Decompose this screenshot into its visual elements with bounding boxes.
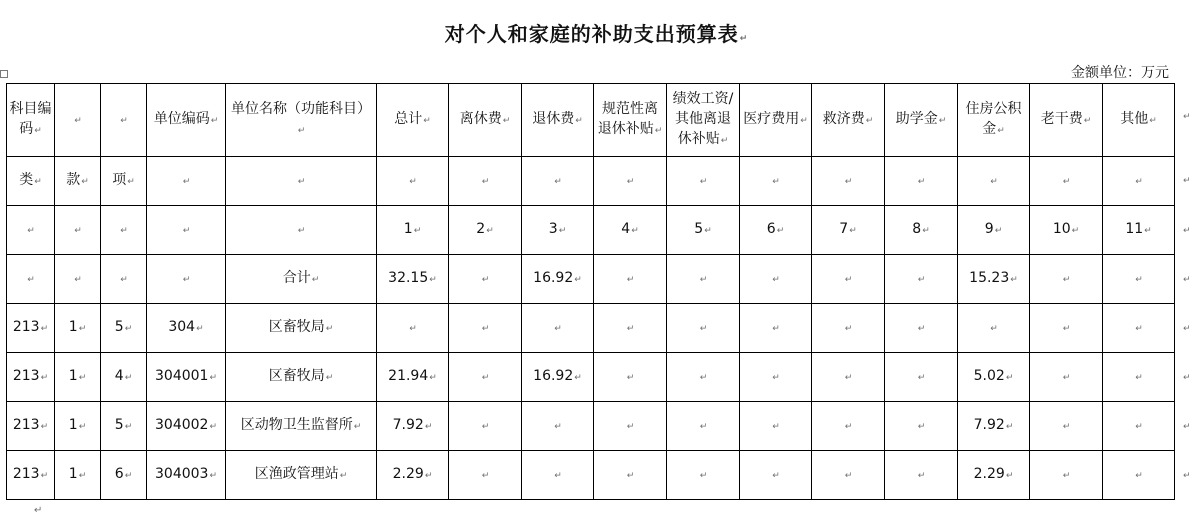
table-row <box>7 353 1175 402</box>
table-cell <box>1103 255 1175 304</box>
table-cell: 304003↵ <box>147 451 226 500</box>
paragraph-mark-icon: ↵ <box>27 226 35 236</box>
paragraph-mark-icon: ↵ <box>481 422 490 432</box>
table-cell <box>667 402 740 451</box>
header-row <box>7 84 1175 157</box>
table-cell: 16.92↵ <box>522 353 594 402</box>
header-row-cell: 助学金↵ <box>885 84 958 157</box>
sub-header-row-cell <box>667 157 740 206</box>
table-cell: 5↵ <box>101 402 147 451</box>
paragraph-mark-icon: ↵ <box>297 126 306 136</box>
paragraph-mark-icon: ↵ <box>182 177 191 187</box>
table-cell <box>1030 353 1103 402</box>
table-cell: 7.92↵ <box>377 402 449 451</box>
table-cell <box>7 255 55 304</box>
paragraph-mark-icon: ↵ <box>776 226 785 236</box>
paragraph-mark-icon: ↵ <box>917 373 926 383</box>
table-cell: 区渔政管理站↵ <box>226 451 377 500</box>
table-cell <box>885 353 958 402</box>
header-row-cell: 离休费↵ <box>449 84 522 157</box>
paragraph-mark-icon: ↵ <box>917 324 926 334</box>
paragraph-mark-icon: ↵ <box>182 275 191 285</box>
table-cell <box>522 304 594 353</box>
table-cell <box>1030 304 1103 353</box>
table-cell <box>522 451 594 500</box>
table-cell <box>667 353 740 402</box>
paragraph-mark-icon: ↵ <box>209 422 217 432</box>
paragraph-mark-icon: ↵ <box>481 324 490 334</box>
paragraph-mark-icon: ↵ <box>325 324 334 334</box>
header-row-cell: 绩效工资/其他离退休补贴↵ <box>667 84 740 157</box>
sub-header-row-cell: 类↵ <box>7 157 55 206</box>
paragraph-mark-icon: ↵ <box>1062 275 1071 285</box>
table-cell <box>594 304 667 353</box>
paragraph-mark-icon: ↵ <box>481 373 490 383</box>
table-row <box>7 304 1175 353</box>
paragraph-mark-icon: ↵ <box>1083 116 1092 126</box>
table-cell: 304002↵ <box>147 402 226 451</box>
paragraph-mark-icon: ↵ <box>844 275 853 285</box>
table-cell: 1↵ <box>55 402 101 451</box>
paragraph-mark-icon: ↵ <box>1062 373 1071 383</box>
paragraph-mark-icon: ↵ <box>626 373 635 383</box>
paragraph-mark-icon: ↵ <box>124 471 133 481</box>
table-cell <box>812 255 885 304</box>
paragraph-mark-icon: ↵ <box>209 471 217 481</box>
paragraph-mark-icon: ↵ <box>210 116 219 126</box>
table-cell <box>740 451 812 500</box>
paragraph-mark-icon: ↵ <box>990 324 998 334</box>
column-index-row-cell: 6↵ <box>740 206 812 255</box>
row-end-mark-icon: ↵ <box>1183 373 1191 383</box>
paragraph-mark-icon: ↵ <box>1135 422 1143 432</box>
paragraph-mark-icon: ↵ <box>1062 471 1071 481</box>
table-cell: 213↵ <box>7 451 55 500</box>
table-cell: 4↵ <box>101 353 147 402</box>
table-cell: 1↵ <box>55 451 101 500</box>
header-row-cell <box>101 84 147 157</box>
row-end-mark-icon: ↵ <box>1183 176 1191 186</box>
paragraph-mark-icon: ↵ <box>574 373 582 383</box>
paragraph-mark-icon: ↵ <box>124 324 133 334</box>
paragraph-mark-icon: ↵ <box>409 324 417 334</box>
table-cell <box>740 255 812 304</box>
table-body <box>7 84 1175 500</box>
table-cell <box>885 304 958 353</box>
paragraph-mark-icon: ↵ <box>990 177 998 187</box>
table-cell <box>1103 402 1175 451</box>
paragraph-mark-icon: ↵ <box>917 422 926 432</box>
table-cell: 2.29↵ <box>377 451 449 500</box>
paragraph-mark-icon: ↵ <box>626 471 635 481</box>
paragraph-mark-icon: ↵ <box>626 422 635 432</box>
paragraph-mark-icon: ↵ <box>574 275 582 285</box>
header-row-cell: 医疗费用↵ <box>740 84 812 157</box>
sub-header-row-cell: 项↵ <box>101 157 147 206</box>
table-cell <box>1030 255 1103 304</box>
paragraph-mark-icon: ↵ <box>704 226 712 236</box>
table-cell: 15.23↵ <box>958 255 1030 304</box>
paragraph-mark-icon: ↵ <box>772 177 780 187</box>
table-cell <box>812 451 885 500</box>
column-index-row-cell: 11↵ <box>1103 206 1175 255</box>
table-cell: 213↵ <box>7 304 55 353</box>
sub-header-row-cell <box>147 157 226 206</box>
table-cell: 1↵ <box>55 353 101 402</box>
paragraph-mark-icon: ↵ <box>654 126 663 136</box>
paragraph-mark-icon: ↵ <box>699 422 708 432</box>
paragraph-mark-icon: ↵ <box>74 226 82 236</box>
table-cell <box>812 304 885 353</box>
table-cell: 合计↵ <box>226 255 377 304</box>
table-anchor-icon[interactable] <box>0 70 8 78</box>
header-row-cell: 科目编码↵ <box>7 84 55 157</box>
sub-header-row-cell <box>812 157 885 206</box>
header-row-cell: 救济费↵ <box>812 84 885 157</box>
paragraph-mark-icon: ↵ <box>844 422 853 432</box>
sub-header-row-cell <box>226 157 377 206</box>
paragraph-mark-icon: ↵ <box>297 226 306 236</box>
row-end-mark-icon: ↵ <box>1183 112 1191 122</box>
column-index-row-cell <box>226 206 377 255</box>
row-end-mark-icon: ↵ <box>1183 275 1191 285</box>
table-cell <box>101 255 147 304</box>
header-row-cell: 老干费↵ <box>1030 84 1103 157</box>
sub-header-row-cell <box>1030 157 1103 206</box>
paragraph-mark-icon: ↵ <box>120 116 128 126</box>
header-row-cell: 总计↵ <box>377 84 449 157</box>
row-end-mark-icon: ↵ <box>1183 324 1191 334</box>
paragraph-mark-icon: ↵ <box>554 471 562 481</box>
table-cell <box>55 255 101 304</box>
paragraph-mark-icon: ↵ <box>631 226 639 236</box>
table-cell <box>594 255 667 304</box>
table-cell: 16.92↵ <box>522 255 594 304</box>
paragraph-mark-icon: ↵ <box>40 471 49 481</box>
row-end-mark-icon: ↵ <box>1183 471 1191 481</box>
column-index-row-cell: 3↵ <box>522 206 594 255</box>
paragraph-mark-icon: ↵ <box>409 177 417 187</box>
paragraph-mark-icon: ↵ <box>575 116 583 126</box>
table-cell <box>740 353 812 402</box>
paragraph-mark-icon: ↵ <box>40 324 49 334</box>
table-cell <box>740 402 812 451</box>
paragraph-mark-icon: ↵ <box>772 275 780 285</box>
paragraph-mark-icon: ↵ <box>182 226 191 236</box>
paragraph-mark-icon: ↵ <box>486 226 494 236</box>
table-cell: 32.15↵ <box>377 255 449 304</box>
table-cell <box>667 255 740 304</box>
table-cell <box>1103 304 1175 353</box>
table-cell: 213↵ <box>7 402 55 451</box>
table-cell <box>449 304 522 353</box>
paragraph-mark-icon: ↵ <box>78 422 87 432</box>
paragraph-mark-icon: ↵ <box>1062 324 1071 334</box>
paragraph-mark-icon: ↵ <box>626 275 635 285</box>
paragraph-mark-icon: ↵ <box>1062 422 1071 432</box>
paragraph-mark-icon: ↵ <box>424 471 433 481</box>
table-cell: 区动物卫生监督所↵ <box>226 402 377 451</box>
column-index-row-cell: 2↵ <box>449 206 522 255</box>
table-cell: 2.29↵ <box>958 451 1030 500</box>
table-cell: 1↵ <box>55 304 101 353</box>
paragraph-mark-icon: ↵ <box>865 116 874 126</box>
table-cell <box>1103 451 1175 500</box>
paragraph-mark-icon: ↵ <box>413 226 422 236</box>
table-cell: 6↵ <box>101 451 147 500</box>
column-index-row-cell: 7↵ <box>812 206 885 255</box>
paragraph-mark-icon: ↵ <box>626 177 635 187</box>
paragraph-mark-icon: ↵ <box>917 177 926 187</box>
paragraph-mark-icon: ↵ <box>1135 275 1143 285</box>
paragraph-mark-icon: ↵ <box>739 34 749 44</box>
sub-header-row-cell <box>522 157 594 206</box>
paragraph-mark-icon: ↵ <box>699 324 708 334</box>
paragraph-mark-icon: ↵ <box>699 177 708 187</box>
paragraph-mark-icon: ↵ <box>27 275 35 285</box>
paragraph-mark-icon: ↵ <box>40 373 49 383</box>
end-paragraph-mark-icon: ↵ <box>34 505 43 516</box>
header-row-cell: 单位编码↵ <box>147 84 226 157</box>
table-cell <box>740 304 812 353</box>
table-cell <box>594 402 667 451</box>
table-cell <box>449 451 522 500</box>
paragraph-mark-icon: ↵ <box>554 177 562 187</box>
table-cell: 213↵ <box>7 353 55 402</box>
table-cell: 5↵ <box>101 304 147 353</box>
row-end-mark-icon: ↵ <box>1183 226 1191 236</box>
paragraph-mark-icon: ↵ <box>699 373 708 383</box>
paragraph-mark-icon: ↵ <box>554 324 562 334</box>
paragraph-mark-icon: ↵ <box>124 373 133 383</box>
paragraph-mark-icon: ↵ <box>429 373 437 383</box>
paragraph-mark-icon: ↵ <box>1135 373 1143 383</box>
table-cell <box>667 451 740 500</box>
table-cell <box>885 402 958 451</box>
paragraph-mark-icon: ↵ <box>120 275 128 285</box>
paragraph-mark-icon: ↵ <box>1149 116 1157 126</box>
column-index-row-cell: 4↵ <box>594 206 667 255</box>
sub-header-row-cell <box>449 157 522 206</box>
page-title: 对个人和家庭的补助支出预算表↵ <box>444 22 749 46</box>
table-cell: 7.92↵ <box>958 402 1030 451</box>
table-cell <box>147 255 226 304</box>
paragraph-mark-icon: ↵ <box>772 324 780 334</box>
sub-header-row-cell <box>885 157 958 206</box>
paragraph-mark-icon: ↵ <box>1005 471 1014 481</box>
paragraph-mark-icon: ↵ <box>997 126 1005 136</box>
table-cell <box>812 353 885 402</box>
column-index-row-cell: 8↵ <box>885 206 958 255</box>
column-index-row-cell <box>55 206 101 255</box>
table-cell <box>885 255 958 304</box>
paragraph-mark-icon: ↵ <box>353 422 362 432</box>
paragraph-mark-icon: ↵ <box>481 275 490 285</box>
paragraph-mark-icon: ↵ <box>424 422 433 432</box>
paragraph-mark-icon: ↵ <box>844 373 853 383</box>
header-row-cell: 退休费↵ <box>522 84 594 157</box>
table-row <box>7 255 1175 304</box>
paragraph-mark-icon: ↵ <box>34 177 42 187</box>
column-index-row-cell <box>101 206 147 255</box>
paragraph-mark-icon: ↵ <box>1071 226 1080 236</box>
paragraph-mark-icon: ↵ <box>423 116 431 126</box>
paragraph-mark-icon: ↵ <box>917 275 926 285</box>
paragraph-mark-icon: ↵ <box>558 226 567 236</box>
column-index-row-cell: 5↵ <box>667 206 740 255</box>
paragraph-mark-icon: ↵ <box>917 471 926 481</box>
paragraph-mark-icon: ↵ <box>1062 177 1071 187</box>
paragraph-mark-icon: ↵ <box>124 422 133 432</box>
table-cell <box>812 402 885 451</box>
column-index-row-cell: 1↵ <box>377 206 449 255</box>
table-cell: 5.02↵ <box>958 353 1030 402</box>
paragraph-mark-icon: ↵ <box>844 177 853 187</box>
paragraph-mark-icon: ↵ <box>209 373 217 383</box>
paragraph-mark-icon: ↵ <box>994 226 1003 236</box>
paragraph-mark-icon: ↵ <box>720 136 729 146</box>
paragraph-mark-icon: ↵ <box>74 116 82 126</box>
paragraph-mark-icon: ↵ <box>772 373 780 383</box>
paragraph-mark-icon: ↵ <box>127 177 135 187</box>
paragraph-mark-icon: ↵ <box>297 177 306 187</box>
sub-header-row-cell <box>740 157 812 206</box>
paragraph-mark-icon: ↵ <box>1135 324 1143 334</box>
paragraph-mark-icon: ↵ <box>311 275 320 285</box>
paragraph-mark-icon: ↵ <box>772 422 780 432</box>
paragraph-mark-icon: ↵ <box>429 275 437 285</box>
table-cell: 区畜牧局↵ <box>226 353 377 402</box>
paragraph-mark-icon: ↵ <box>699 471 708 481</box>
column-index-row-cell: 9↵ <box>958 206 1030 255</box>
paragraph-mark-icon: ↵ <box>120 226 128 236</box>
column-index-row-cell: 10↵ <box>1030 206 1103 255</box>
paragraph-mark-icon: ↵ <box>34 126 42 136</box>
paragraph-mark-icon: ↵ <box>772 471 780 481</box>
table-cell <box>377 304 449 353</box>
paragraph-mark-icon: ↵ <box>1005 373 1014 383</box>
table-cell <box>1030 402 1103 451</box>
sub-header-row-cell <box>958 157 1030 206</box>
table-cell <box>885 451 958 500</box>
column-index-row-cell <box>7 206 55 255</box>
header-row-cell: 住房公积金↵ <box>958 84 1030 157</box>
table-cell <box>1030 451 1103 500</box>
table-cell <box>958 304 1030 353</box>
header-row-cell: 单位名称（功能科目）↵ <box>226 84 377 157</box>
paragraph-mark-icon: ↵ <box>481 471 490 481</box>
sub-header-row-cell <box>1103 157 1175 206</box>
paragraph-mark-icon: ↵ <box>699 275 708 285</box>
table-row <box>7 451 1175 500</box>
paragraph-mark-icon: ↵ <box>339 471 348 481</box>
paragraph-mark-icon: ↵ <box>1010 275 1018 285</box>
paragraph-mark-icon: ↵ <box>554 422 562 432</box>
paragraph-mark-icon: ↵ <box>922 226 930 236</box>
sub-header-row-cell <box>594 157 667 206</box>
column-index-row-cell <box>147 206 226 255</box>
table-cell <box>449 402 522 451</box>
paragraph-mark-icon: ↵ <box>1135 471 1143 481</box>
budget-table <box>6 83 1175 500</box>
paragraph-mark-icon: ↵ <box>81 177 89 187</box>
table-cell <box>449 353 522 402</box>
paragraph-mark-icon: ↵ <box>849 226 857 236</box>
paragraph-mark-icon: ↵ <box>502 116 511 126</box>
paragraph-mark-icon: ↵ <box>626 324 635 334</box>
table-cell: 区畜牧局↵ <box>226 304 377 353</box>
paragraph-mark-icon: ↵ <box>74 275 82 285</box>
header-row-cell: 规范性离退休补贴↵ <box>594 84 667 157</box>
table-cell <box>667 304 740 353</box>
sub-header-row-cell: 款↵ <box>55 157 101 206</box>
table-cell <box>1103 353 1175 402</box>
paragraph-mark-icon: ↵ <box>78 471 87 481</box>
table-cell: 304001↵ <box>147 353 226 402</box>
paragraph-mark-icon: ↵ <box>844 471 853 481</box>
paragraph-mark-icon: ↵ <box>800 116 808 126</box>
paragraph-mark-icon: ↵ <box>78 324 87 334</box>
paragraph-mark-icon: ↵ <box>1144 226 1152 236</box>
paragraph-mark-icon: ↵ <box>844 324 853 334</box>
table-cell: 21.94↵ <box>377 353 449 402</box>
header-row-cell <box>55 84 101 157</box>
paragraph-mark-icon: ↵ <box>196 324 204 334</box>
row-end-mark-icon: ↵ <box>1183 422 1191 432</box>
paragraph-mark-icon: ↵ <box>938 116 947 126</box>
table-cell: 304↵ <box>147 304 226 353</box>
table-row <box>7 402 1175 451</box>
column-index-row <box>7 206 1175 255</box>
header-row-cell: 其他↵ <box>1103 84 1175 157</box>
paragraph-mark-icon: ↵ <box>1135 177 1143 187</box>
table-cell <box>594 353 667 402</box>
unit-label: 金额单位：万元 <box>1071 65 1169 81</box>
table-cell <box>522 402 594 451</box>
paragraph-mark-icon: ↵ <box>325 373 334 383</box>
paragraph-mark-icon: ↵ <box>78 373 87 383</box>
sub-header-row <box>7 157 1175 206</box>
sub-header-row-cell <box>377 157 449 206</box>
paragraph-mark-icon: ↵ <box>40 422 49 432</box>
table-cell <box>594 451 667 500</box>
paragraph-mark-icon: ↵ <box>1005 422 1014 432</box>
table-cell <box>449 255 522 304</box>
paragraph-mark-icon: ↵ <box>481 177 490 187</box>
